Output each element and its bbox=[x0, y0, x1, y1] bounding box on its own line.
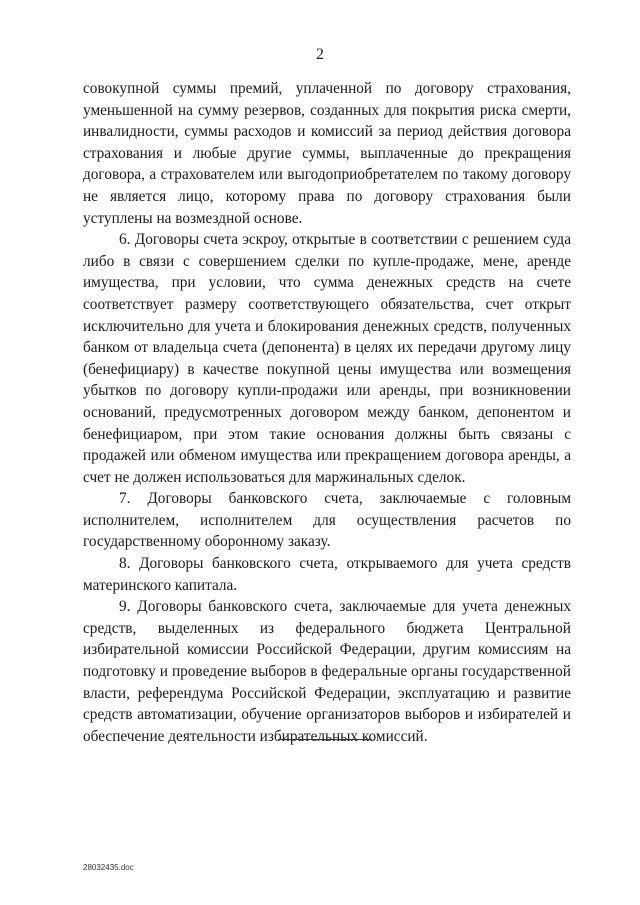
paragraph-item-9: 9. Договоры банковского счета, заключаемые для учета денежных средств, выделенных из федерального бюджета Центральной избирательной комиссии Российской Федерации, другим комиссиям на подготовку и проведение выборов в федеральные органы государственной власти, референдума Российской Федерации, эксплуатацию и развитие средств автоматизации, обучение организаторов выборов и избирателей и обеспечение деятельности избирательных комиссий. bbox=[83, 598, 571, 745]
document-body bbox=[83, 78, 571, 747]
page-number: 2 bbox=[316, 46, 324, 63]
paragraph-continuation: совокупной суммы премий, уплаченной по договору страхования, уменьшенной на сумму резервов, созданных для покрытия риска смерти, инвалидности, суммы расходов и комиссий за период действия договора страхования и любые другие суммы, выплаченные до прекращения договора, а страхователем или выгодоприобретателем по такому договору не является лицо, которому права по договору страхования были уступлены на возмездной основе. bbox=[83, 80, 571, 227]
document-file-name: 28032435.doc bbox=[83, 863, 134, 872]
paragraph-item-7: 7. Договоры банковского счета, заключаемые с головным исполнителем, исполнителем для осуществления расчетов по государственному оборонному заказу. bbox=[83, 490, 571, 551]
closing-rule bbox=[278, 739, 372, 740]
paragraph-item-6: 6. Договоры счета эскроу, открытые в соответствии с решением суда либо в связи с совершением сделки по купле-продаже, мене, аренде имущества, при условии, что сумма денежных средств на счете соответствует размеру соответствующего обязательства, счет открыт исключительно для учета и блокирования денежных средств, полученных банком от владельца счета (депонента) в целях их передачи другому лицу (бенефициару) в качестве покупной цены имущества или возмещения убытков по договору купли-продажи или аренды, при возникновении оснований, предусмотренных договором между банком, депонентом и бенефициаром, при этом такие основания должны быть связаны с продажей или обменом имущества или прекращением договора аренды, а счет не должен использоваться для маржинальных сделок. bbox=[83, 231, 571, 486]
paragraph-item-8: 8. Договоры банковского счета, открываемого для учета средств материнского капитала. bbox=[83, 555, 571, 594]
